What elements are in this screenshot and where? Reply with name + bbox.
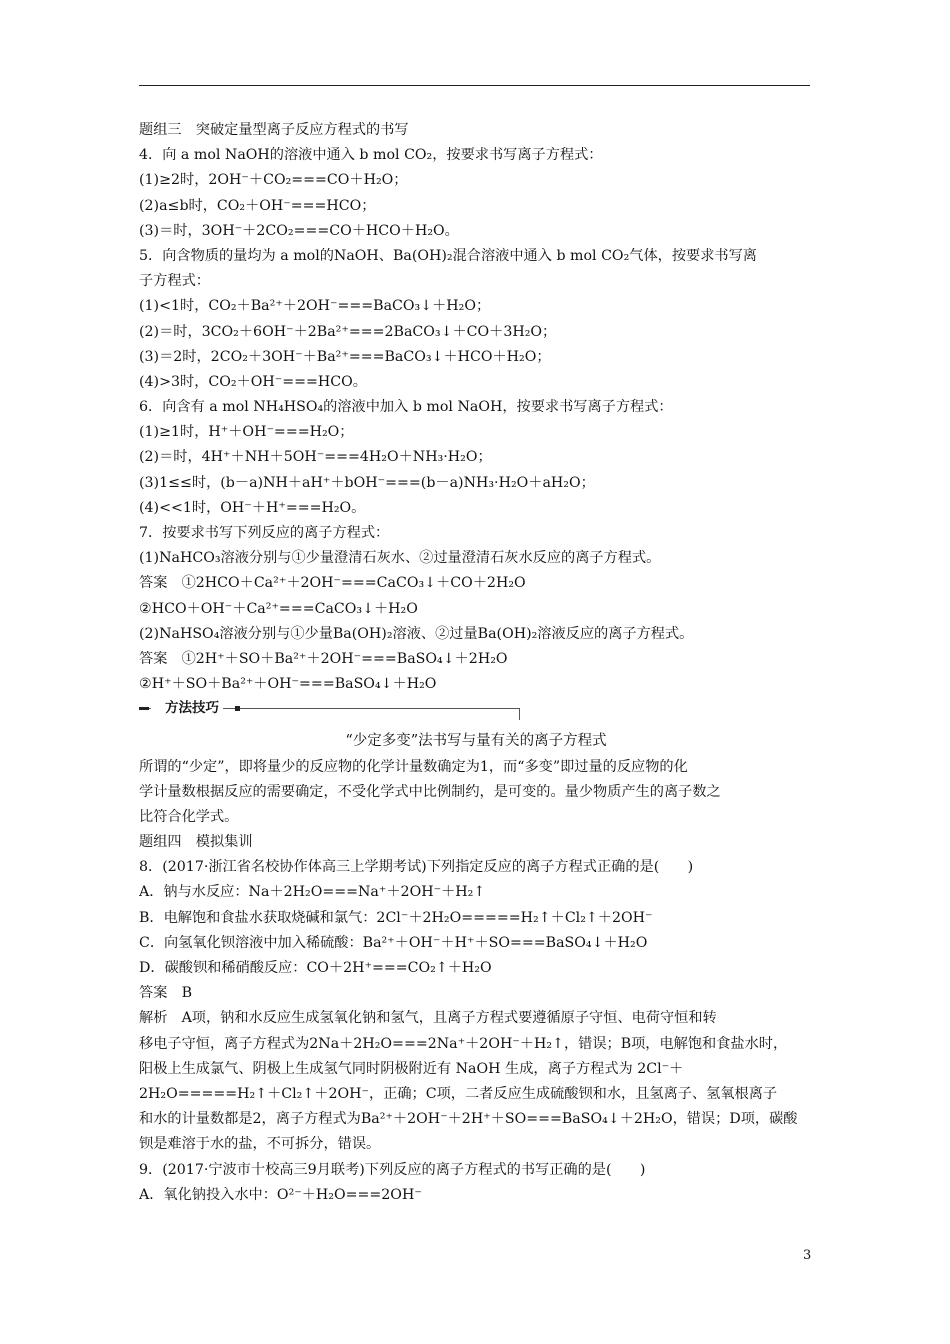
method-box-dot	[235, 706, 240, 711]
text-line: (4)<<1时，OH⁻＋H⁺===H₂O。	[139, 499, 366, 516]
text-line: 题组三 突破定量型离子反应方程式的书写	[139, 122, 409, 138]
text-line: B．电解饱和食盐水获取烧碱和氯气：2Cl⁻＋2H₂O=====H₂↑＋Cl₂↑＋2OH⁻	[139, 909, 653, 926]
method-box-title: “少定多变”法书写与量有关的离子方程式	[345, 733, 607, 750]
method-box-header	[139, 699, 813, 729]
text-line: (2)＝时，3CO₂＋6OH⁻＋2Ba²⁺===2BaCO₃↓＋CO＋3H₂O；	[139, 323, 557, 340]
text-line: 学计量数根据反应的需要确定，不受化学式中比例制约，是可变的。量少物质产生的离子数之	[139, 783, 721, 800]
text-line: 答案 B	[139, 985, 192, 1002]
text-line: 阳极上生成氯气、阴极上生成氢气同时阴极附近有 NaOH 生成，离子方程式为 2Cl⁻＋	[139, 1060, 684, 1077]
text-line: 所谓的“少定”，即将量少的反应物的化学计量数确定为1，而“多变”即过量的反应物的化	[139, 758, 688, 775]
text-line: (3)＝时，3OH⁻＋2CO₂===CO＋HCO＋H₂O。	[139, 222, 459, 239]
text-line: (2)＝时，4H⁺＋NH＋5OH⁻===4H₂O＋NH₃·H₂O；	[139, 449, 492, 466]
text-line: 2H₂O=====H₂↑＋Cl₂↑＋2OH⁻，正确；C项，二者反应生成硫酸钡和水，且氢离子、氢氧根离子	[139, 1085, 778, 1102]
method-box-dash	[139, 707, 149, 710]
text-line: (1)NaHCO₃溶液分别与①少量澄清石灰水、②过量澄清石灰水反应的离子方程式。	[139, 550, 661, 567]
method-box-label: 方法技巧	[151, 699, 223, 717]
lines-before-method-box	[139, 118, 813, 697]
page-content	[139, 118, 813, 1208]
text-line: C．向氢氧化钡溶液中加入稀硫酸：Ba²⁺＋OH⁻＋H⁺＋SO===BaSO₄↓＋H₂O	[139, 934, 648, 951]
lines-after-method-box	[139, 830, 813, 1208]
text-line: 比符合化学式。	[139, 808, 239, 825]
text-line: (3)＝2时，2CO₂＋3OH⁻＋Ba²⁺===BaCO₃↓＋HCO＋H₂O；	[139, 348, 551, 365]
text-line: (1)≥2时，2OH⁻＋CO₂===CO＋H₂O；	[139, 172, 408, 189]
text-line: 4．向 a mol NaOH的溶液中通入 b mol CO₂，按要求书写离子方程式：	[139, 147, 603, 164]
text-line: 解析 A项，钠和水反应生成氢氧化钠和氢气，且离子方程式要遵循原子守恒、电荷守恒和转	[139, 1010, 717, 1027]
text-line: 移电子守恒，离子方程式为2Na＋2H₂O===2Na⁺＋2OH⁻＋H₂↑，错误；B项，电解饱和食盐水时，	[139, 1035, 788, 1052]
method-box-tick	[519, 708, 520, 720]
method-box-text	[139, 755, 813, 831]
text-line: A．氧化钠投入水中：O²⁻＋H₂O===2OH⁻	[139, 1186, 422, 1203]
text-line: (2)a≤b时，CO₂＋OH⁻===HCO；	[139, 197, 376, 214]
text-line: 和水的计量数都是2，离子方程式为Ba²⁺＋2OH⁻＋2H⁺＋SO===BaSO₄↓＋2H₂O，错误；D项，碳酸	[139, 1111, 798, 1128]
text-line: 7．按要求书写下列反应的离子方程式：	[139, 525, 390, 541]
header-rule	[139, 85, 810, 86]
text-line: 答案 ①2H⁺＋SO＋Ba²⁺＋2OH⁻===BaSO₄↓＋2H₂O	[139, 650, 508, 667]
text-line: A．钠与水反应：Na＋2H₂O===Na⁺＋2OH⁻＋H₂↑	[139, 884, 486, 901]
text-line: ②H⁺＋SO＋Ba²⁺＋OH⁻===BaSO₄↓＋H₂O	[139, 676, 437, 693]
text-line: 5．向含物质的量均为 a mol的NaOH、Ba(OH)₂混合溶液中通入 b mol CO₂气体，按要求书写离	[139, 247, 757, 264]
text-line: 6．向含有 a mol NH₄HSO₄的溶液中加入 b mol NaOH，按要求书写离子方程式：	[139, 399, 673, 416]
text-line: (4)>3时，CO₂＋OH⁻===HCO。	[139, 373, 367, 390]
text-line: 钡是难溶于水的盐，不可拆分，错误。	[139, 1136, 381, 1153]
text-line: (1)≥1时，H⁺＋OH⁻===H₂O；	[139, 424, 354, 441]
page-number: 3	[803, 1248, 812, 1263]
text-line: 8．(2017·浙江省名校协作体高三上学期考试)下列指定反应的离子方程式正确的是( )	[139, 859, 694, 876]
text-line: D．碳酸钡和稀硝酸反应：CO＋2H⁺===CO₂↑＋H₂O	[139, 960, 492, 976]
text-line: (2)NaHSO₄溶液分别与①少量Ba(OH)₂溶液、②过量Ba(OH)₂溶液反应的离子方程式。	[139, 625, 694, 642]
text-line: 9．(2017·宁波市十校高三9月联考)下列反应的离子方程式的书写正确的是( )	[139, 1161, 646, 1178]
text-line: (3)1≤≤时，(b－a)NH＋aH⁺＋bOH⁻===(b－a)NH₃·H₂O＋aH₂O；	[139, 474, 595, 491]
text-line: 题组四 模拟集训	[139, 834, 253, 851]
text-line: ②HCO＋OH⁻＋Ca²⁺===CaCO₃↓＋H₂O	[139, 600, 418, 617]
text-line: 子方程式：	[139, 273, 210, 290]
text-line: 答案 ①2HCO＋Ca²⁺＋2OH⁻===CaCO₃↓＋CO＋2H₂O	[139, 575, 526, 592]
text-line: (1)<1时，CO₂＋Ba²⁺＋2OH⁻===BaCO₃↓＋H₂O；	[139, 298, 491, 315]
